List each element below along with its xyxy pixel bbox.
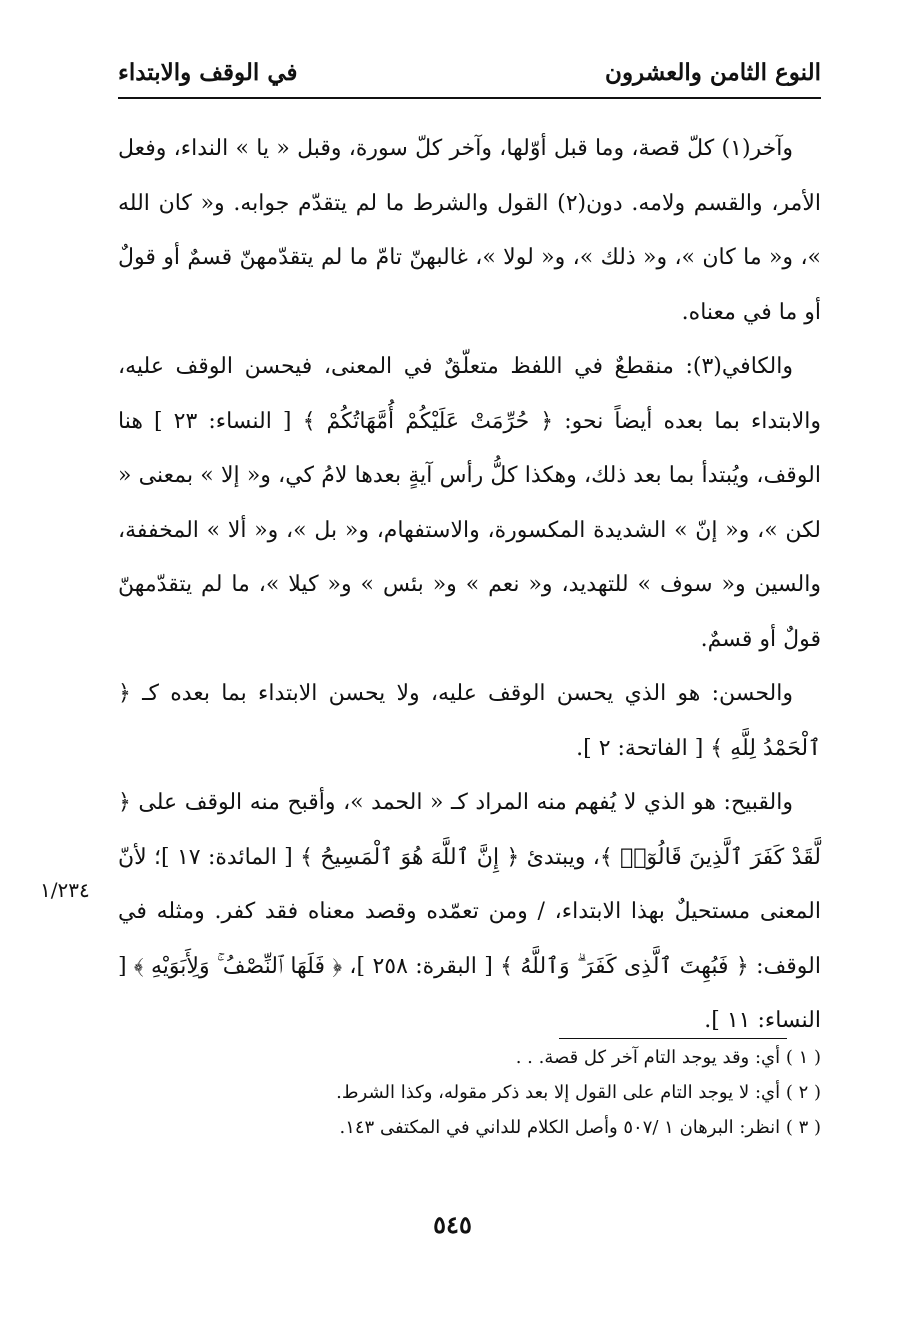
main-text: [118, 122, 821, 1049]
header-rule: [118, 97, 821, 99]
footnote-2: ( ٢ ) أي: لا يوجد التام على القول إلا بعد ذكر مقوله، وكذا الشرط.: [336, 1082, 821, 1103]
footnote-rule: [559, 1038, 787, 1039]
page-number: ٥٤٥: [433, 1210, 472, 1239]
paragraph-qabih: والقبيح: هو الذي لا يُفهم منه المراد كـ « الحمد »، وأقبح منه الوقف على ﴿ لَّقَدْ كَفَرَ ٱلَّذِينَ قَالُوٓا۟ ﴾، ويبتدئ ﴿ إِنَّ ٱللَّهَ هُوَ ٱلْمَسِيحُ ﴾ [ المائدة: ١٧ ]؛ لأنّ المعنى مستحيلٌ بهذا الابتداء، / ومن تعمّده وقصد معناه فقد كفر. ومثله في الوقف: ﴿ فَبُهِتَ ٱلَّذِى كَفَرَ ۗ وَٱللَّهُ ﴾ [ البقرة: ٢٥٨ ]، ﴿ فَلَهَا ٱلنِّصْفُ ۚ وَلِأَبَوَيْهِ ﴾ [ النساء: ١١ ].: [118, 790, 821, 1033]
footnote-1: ( ١ ) أي: وقد يوجد التام آخر كل قصة. . .: [515, 1047, 821, 1068]
paragraph-kafi: والكافي(٣): منقطعٌ في اللفظ متعلّقٌ في المعنى، فيحسن الوقف عليه، والابتداء بما بعده أيضاً نحو: ﴿ حُرِّمَتْ عَلَيْكُمْ أُمَّهَاتُكُمْ ﴾ [ النساء: ٢٣ ] هنا الوقف، ويُبتدأ بما بعد ذلك، وهكذا كلُّ رأس آيةٍ بعدها لامُ كي، و« إلا » بمعنى « لكن »، و« إنّ » الشديدة المكسورة، والاستفهام، و« بل »، و« ألا » المخففة، والسين و« سوف » للتهديد، و« نعم » و« بئس » و« كيلا »، ما لم يتقدّمهنّ قولٌ أو قسمٌ.: [118, 354, 821, 652]
footnotes: [118, 1040, 821, 1145]
topic-title: في الوقف والابتداء: [118, 58, 298, 86]
footnote-3: ( ٣ ) انظر: البرهان ١ /٥٠٧ وأصل الكلام للداني في المكتفى ١٤٣.: [339, 1117, 821, 1138]
chapter-title: النوع الثامن والعشرون: [605, 58, 821, 86]
running-head: [118, 52, 821, 92]
paragraph-hasan: والحسن: هو الذي يحسن الوقف عليه، ولا يحسن الابتداء بما بعده كـ ﴿ ٱلْحَمْدُ لِلَّهِ ﴾ [ الفاتحة: ٢ ].: [118, 681, 821, 761]
paragraph-tam: وآخر(١) كلّ قصة، وما قبل أوّلها، وآخر كلّ سورة، وقبل « يا » النداء، وفعل الأمر، والقسم ولامه. دون(٢) القول والشرط ما لم يتقدّم جوابه. و« كان الله »، و« ما كان »، و« ذلك »، و« لولا »، غالبهنّ تامّ ما لم يتقدّمهنّ قسمٌ أو قولٌ أو ما في معناه.: [118, 136, 821, 325]
margin-reference: ١/٢٣٤: [40, 878, 90, 902]
